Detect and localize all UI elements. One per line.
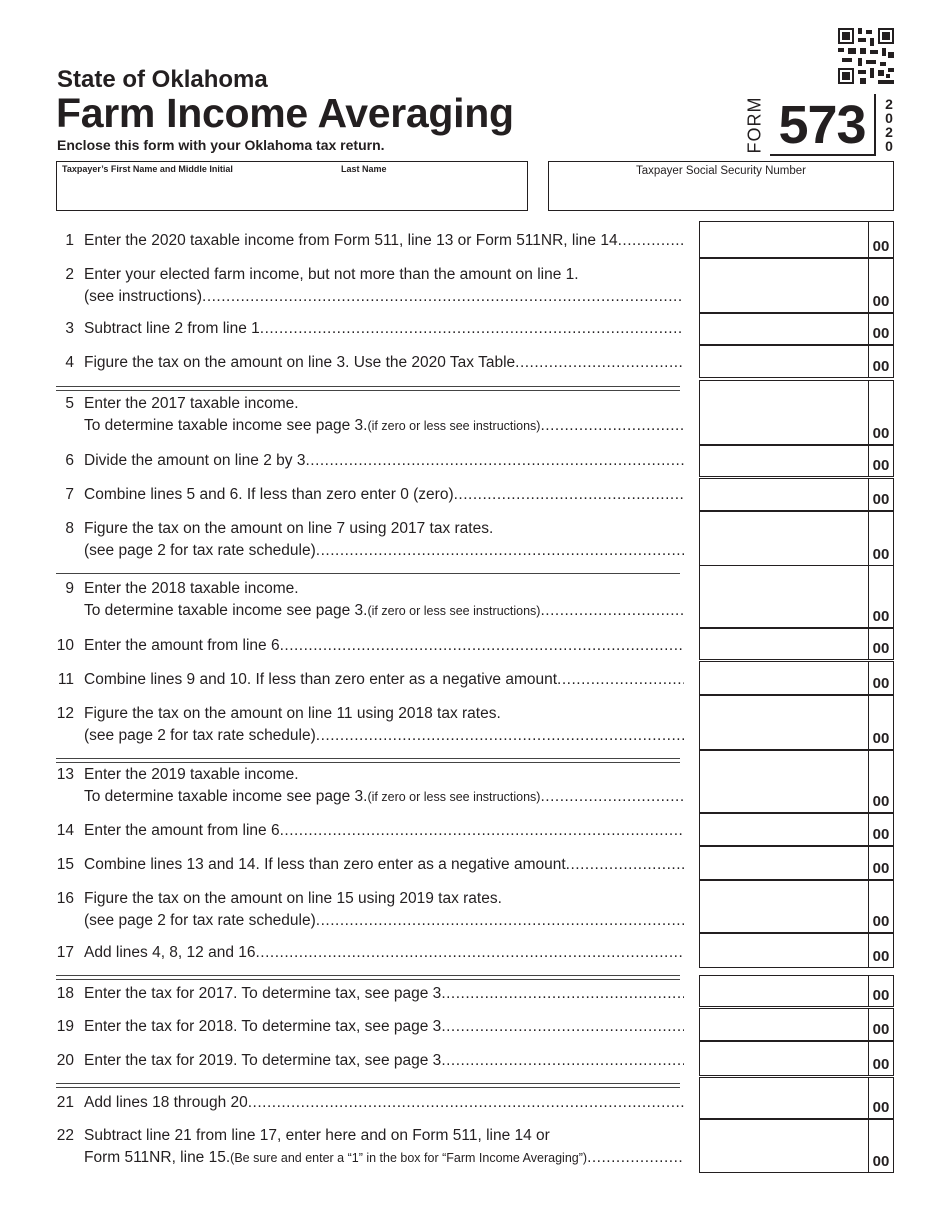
cents-value: 00	[872, 860, 890, 877]
dot-leader	[256, 944, 685, 962]
line-number: 14	[56, 822, 74, 839]
line-text: Enter the tax for 2017. To determine tax, see page 3	[84, 985, 442, 1002]
line-text: Divide the amount on line 2 by 3	[84, 452, 306, 469]
line-text: Enter the amount from line 6	[84, 822, 280, 839]
line-text: Figure the tax on the amount on line 7 using 2017 tax rates.	[84, 520, 494, 537]
cents-value: 00	[872, 987, 890, 1004]
line-text: Combine lines 5 and 6. If less than zero enter 0 (zero)	[84, 486, 454, 503]
amount-field-line-17[interactable]	[699, 933, 894, 968]
last-name-label: Last Name	[341, 164, 387, 174]
line-number: 18	[56, 985, 74, 1002]
cents-value: 00	[872, 675, 890, 692]
dot-leader	[316, 912, 684, 930]
dot-leader	[316, 542, 684, 560]
line-number: 17	[56, 944, 74, 961]
amount-field-line-2[interactable]	[699, 258, 894, 313]
cents-value: 00	[872, 608, 890, 625]
line-number: 11	[57, 671, 74, 688]
line-number: 1	[65, 232, 74, 249]
line-text: (see page 2 for tax rate schedule)	[84, 912, 316, 929]
line-text: To determine taxable income see page 3.	[84, 417, 368, 434]
cents-value: 00	[872, 730, 890, 747]
dot-leader	[202, 288, 684, 306]
dot-leader	[540, 417, 684, 435]
line-note: (Be sure and enter a “1” in the box for “Farm Income Averaging”)	[230, 1151, 588, 1165]
line-number: 2	[65, 266, 74, 283]
line-text: Figure the tax on the amount on line 3. Use the 2020 Tax Table	[84, 354, 516, 371]
enclose-instruction: Enclose this form with your Oklahoma tax return.	[57, 137, 385, 153]
cents-value: 00	[872, 826, 890, 843]
tax-year: 2 0 2 0	[885, 96, 893, 154]
line-text: Form 511NR, line 15.	[84, 1149, 231, 1166]
amount-field-line-8[interactable]	[699, 511, 894, 566]
amount-field-line-12[interactable]	[699, 695, 894, 750]
cents-cell	[868, 1042, 893, 1075]
ssn-field[interactable]	[548, 161, 894, 211]
line-text: Add lines 4, 8, 12 and 16	[84, 944, 256, 961]
cents-value: 00	[872, 913, 890, 930]
dot-leader	[248, 1094, 684, 1112]
line-text: Combine lines 13 and 14. If less than zero enter as a negative amount	[84, 856, 566, 873]
line-number: 3	[65, 320, 74, 337]
line-number: 5	[65, 395, 74, 412]
cents-value: 00	[872, 491, 890, 508]
dot-leader	[540, 602, 684, 620]
line-text: Enter the amount from line 6	[84, 637, 280, 654]
line-text: Figure the tax on the amount on line 11 using 2018 tax rates.	[84, 705, 501, 722]
line-number: 21	[56, 1094, 74, 1111]
cents-value: 00	[872, 238, 890, 255]
cents-cell	[868, 629, 893, 659]
section-divider	[56, 975, 680, 980]
first-name-label: Taxpayer’s First Name and Middle Initial	[62, 164, 233, 174]
amount-field-line-22[interactable]	[699, 1119, 894, 1173]
section-divider	[56, 386, 680, 391]
cents-value: 00	[872, 425, 890, 442]
dot-leader	[260, 320, 684, 338]
dot-leader	[316, 727, 684, 745]
cents-cell	[868, 881, 893, 932]
cents-cell	[868, 446, 893, 476]
form-number: 573	[770, 94, 876, 156]
amount-field-line-11[interactable]	[699, 661, 894, 695]
dot-leader	[305, 452, 684, 470]
state-name: State of Oklahoma	[57, 66, 268, 93]
dot-leader	[557, 671, 684, 689]
taxpayer-name-field[interactable]	[56, 161, 528, 211]
section-divider	[56, 758, 680, 763]
cents-value: 00	[872, 793, 890, 810]
amount-field-line-3[interactable]	[699, 313, 894, 345]
line-text: Enter the 2020 taxable income from Form 511, line 13 or Form 511NR, line 14	[84, 232, 618, 249]
amount-field-line-1[interactable]	[699, 221, 894, 258]
cents-cell	[868, 512, 893, 565]
cents-cell	[868, 1120, 893, 1172]
dot-leader	[280, 637, 684, 655]
line-number: 8	[65, 520, 74, 537]
line-text: (see instructions)	[84, 288, 203, 305]
cents-value: 00	[872, 1021, 890, 1038]
line-number: 7	[65, 486, 74, 503]
line-number: 6	[65, 452, 74, 469]
line-number: 22	[56, 1127, 74, 1144]
cents-value: 00	[872, 640, 890, 657]
line-text: (see page 2 for tax rate schedule)	[84, 542, 316, 559]
cents-value: 00	[872, 1099, 890, 1116]
line-text: Enter the 2018 taxable income.	[84, 580, 299, 597]
line-number: 12	[56, 705, 74, 722]
form-label: FORM	[744, 96, 765, 154]
line-text: Subtract line 21 from line 17, enter here and on Form 511, line 14 or	[84, 1127, 550, 1144]
amount-field-line-21[interactable]	[699, 1077, 894, 1119]
line-number: 16	[56, 890, 74, 907]
amount-field-line-5[interactable]	[699, 380, 894, 445]
dot-leader	[280, 822, 684, 840]
line-number: 15	[56, 856, 74, 873]
line-text: Figure the tax on the amount on line 15 using 2019 tax rates.	[84, 890, 502, 907]
amount-field-line-14[interactable]	[699, 813, 894, 846]
amount-field-line-15[interactable]	[699, 846, 894, 880]
line-text: (see page 2 for tax rate schedule)	[84, 727, 316, 744]
line-number: 4	[65, 354, 74, 371]
cents-cell	[868, 222, 893, 257]
cents-cell	[868, 479, 893, 510]
cents-value: 00	[872, 948, 890, 965]
dot-leader	[618, 232, 684, 250]
dot-leader	[454, 486, 684, 504]
cents-value: 00	[872, 325, 890, 342]
line-number: 20	[56, 1052, 74, 1069]
cents-value: 00	[872, 546, 890, 563]
amount-field-line-19[interactable]	[699, 1008, 894, 1041]
line-text: Combine lines 9 and 10. If less than zero enter as a negative amount	[84, 671, 558, 688]
dot-leader	[540, 788, 684, 806]
amount-field-line-13[interactable]	[699, 750, 894, 813]
cents-cell	[868, 566, 893, 627]
cents-value: 00	[872, 293, 890, 310]
cents-cell	[868, 662, 893, 694]
form-title: Farm Income Averaging	[56, 90, 514, 136]
cents-cell	[868, 751, 893, 812]
dot-leader	[566, 856, 684, 874]
line-text: Enter the 2019 taxable income.	[84, 766, 299, 783]
dot-leader	[515, 354, 684, 372]
line-number: 13	[56, 766, 74, 783]
cents-cell	[868, 381, 893, 444]
cents-cell	[868, 934, 893, 967]
line-number: 19	[56, 1018, 74, 1035]
cents-value: 00	[872, 358, 890, 375]
cents-cell	[868, 346, 893, 377]
amount-field-line-9[interactable]	[699, 565, 894, 628]
line-text: Add lines 18 through 20	[84, 1094, 248, 1111]
cents-cell	[868, 976, 893, 1006]
cents-value: 00	[872, 1153, 890, 1170]
amount-field-line-10[interactable]	[699, 628, 894, 660]
cents-cell	[868, 696, 893, 749]
cents-cell	[868, 814, 893, 845]
line-number: 10	[56, 637, 74, 654]
amount-field-line-18[interactable]	[699, 975, 894, 1007]
cents-cell	[868, 847, 893, 879]
line-note: (if zero or less see instructions)	[367, 790, 541, 804]
cents-cell	[868, 259, 893, 312]
cents-cell	[868, 1009, 893, 1040]
cents-cell	[868, 1078, 893, 1118]
dot-leader	[441, 1052, 684, 1070]
line-number: 9	[65, 580, 74, 597]
line-text: To determine taxable income see page 3.	[84, 788, 368, 805]
line-note: (if zero or less see instructions)	[367, 419, 541, 433]
line-text: Subtract line 2 from line 1	[84, 320, 260, 337]
cents-cell	[868, 314, 893, 344]
line-text: To determine taxable income see page 3.	[84, 602, 368, 619]
qr-code	[838, 28, 894, 84]
cents-value: 00	[872, 1056, 890, 1073]
amount-field-line-20[interactable]	[699, 1041, 894, 1076]
ssn-label: Taxpayer Social Security Number	[635, 165, 806, 177]
dot-leader	[441, 1018, 684, 1036]
amount-field-line-16[interactable]	[699, 880, 894, 933]
line-text: Enter the tax for 2018. To determine tax, see page 3	[84, 1018, 442, 1035]
line-text: Enter your elected farm income, but not more than the amount on line 1.	[84, 266, 579, 283]
line-text: Enter the 2017 taxable income.	[84, 395, 299, 412]
section-divider	[56, 1083, 680, 1088]
line-note: (if zero or less see instructions)	[367, 604, 541, 618]
cents-value: 00	[872, 457, 890, 474]
section-divider	[56, 573, 680, 574]
line-text: Enter the tax for 2019. To determine tax, see page 3	[84, 1052, 442, 1069]
dot-leader	[587, 1149, 684, 1167]
amount-field-line-6[interactable]	[699, 445, 894, 477]
dot-leader	[441, 985, 684, 1003]
amount-field-line-7[interactable]	[699, 478, 894, 511]
amount-field-line-4[interactable]	[699, 345, 894, 378]
